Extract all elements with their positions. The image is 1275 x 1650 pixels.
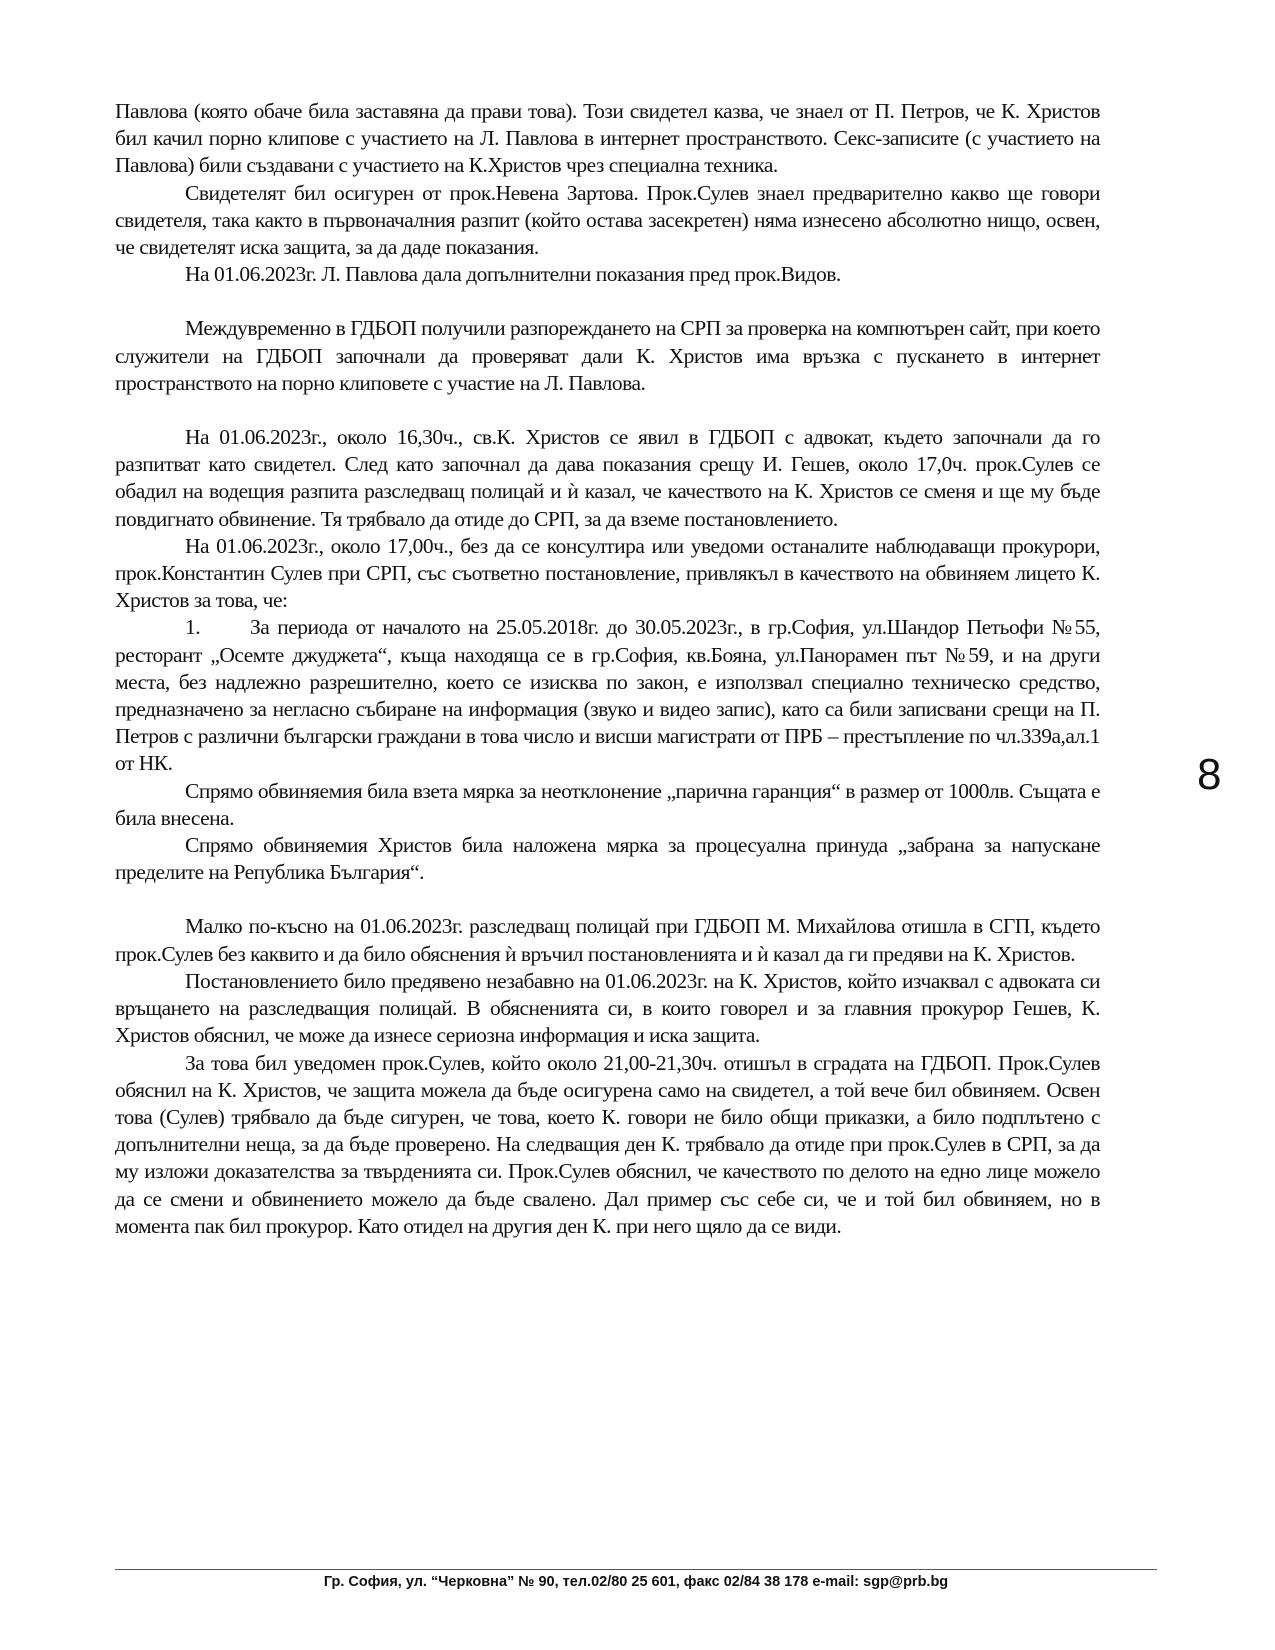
- paragraph: На 01.06.2023г. Л. Павлова дала допълнителни показания пред прок.Видов.: [185, 262, 841, 287]
- footer-divider: [115, 1569, 1157, 1570]
- paragraph: На 01.06.2023г., около 16,30ч., св.К. Христов се явил в ГДБОП с адвокат, където започнали да го разпитват като свидетел. След като започнал да дава показания срещу И. Гешев, около 17,0ч. прок.Сулев се обадил на водещия разпита разследващ полицай и ѝ казал, че качеството на К. Христов се сменя и ще му бъде повдигнато обвинение. Тя трябвало да отиде до СРП, за да вземе постановлението.: [115, 425, 1100, 531]
- paragraph: За това бил уведомен прок.Сулев, който около 21,00-21,30ч. отишъл в сградата на ГДБОП. Прок.Сулев обяснил на К. Христов, че защита можела да бъде осигурена само на свидетел, а той вече бил обвиняем. Освен това (Сулев) трябвало да бъде сигурен, че това, което К. говори не било общи приказки, а било подплътено с допълнителни неща, за да бъде проверено. На следващия ден К. трябвало да отиде при прок.Сулев в СРП, за да му изложи доказателства за твърденията си. Прок.Сулев обяснил, че качеството по делото на едно лице можело да се смени и обвинението можело да бъде свалено. Дал пример със себе си, че и той бил обвиняем, но в момента пак бил прокурор. Като отидел на другия ден К. при него щяло да се види.: [115, 1050, 1100, 1238]
- paragraph: На 01.06.2023г., около 17,00ч., без да се консултира или уведоми останалите наблюдаващи прокурори, прок.Константин Сулев при СРП, със съответно постановление, привлякъл в качеството на обвиняем лицето К. Христов за това, че:: [115, 533, 1100, 613]
- paragraph: Малко по-късно на 01.06.2023г. разследващ полицай при ГДБОП М. Михайлова отишла в СГП, където прок.Сулев без каквито и да било обяснения ѝ връчил постановленията и ѝ казал да ги предяви на К. Христов.: [115, 914, 1100, 966]
- paragraph: Спрямо обвиняемия била взета мярка за неотклонение „парична гаранция“ в размер от 1000лв. Същата е била внесена.: [115, 778, 1100, 830]
- list-item-text: За периода от началото на 25.05.2018г. до 30.05.2023г., в гр.София, ул.Шандор Петьофи №55, ресторант „Осемте джуджета“, къща находяща се в гр.София, кв.Бояна, ул.Панорамен път №59, и на други места, без надлежно разрешително, което се изисква по закон, е използвал специално техническо средство, предназначено за негласно събиране на информация (звуко и видео запис), като са били записвани срещи на П. Петров с различни български граждани в това число и висши магистрати от ПРБ – престъпление по чл.339а,ал.1 от НК.: [115, 615, 1100, 776]
- paragraph: Свидетелят бил осигурен от прок.Невена Зартова. Прок.Сулев знаел предварително какво ще говори свидетеля, така както в първоначалния разпит (който остава засекретен) няма изнесено абсолютно нищо, освен, че свидетелят иска защита, за да даде показания.: [115, 180, 1100, 260]
- paragraph: Постановлението било предявено незабавно на 01.06.2023г. на К. Христов, който изчаквал с адвоката си връщането на разследващия полицай. В обясненията си, в които говорел и за главния прокурор Гешев, К. Христов обяснил, че може да изнесе сериозна информация и иска защита.: [115, 968, 1100, 1048]
- numbered-paragraph: [115, 614, 1100, 777]
- footer-address: Гр. София, ул. “Черковна” № 90, тел.02/80 25 601, факс 02/84 38 178 e-mail: sgp@prb.bg: [323, 1574, 949, 1590]
- document-body: [115, 98, 1100, 1240]
- paragraph: Междувременно в ГДБОП получили разпореждането на СРП за проверка на компютърен сайт, при което служители на ГДБОП започнали да проверяват дали К. Христов има връзка с пускането в интернет пространството на порно клиповете с участие на Л. Павлова.: [115, 316, 1100, 395]
- paragraph-continuation: Павлова (която обаче била заставяна да прави това). Този свидетел казва, че знаел от П. Петров, че К. Христов бил качил порно клипове с участието на Л. Павлова в интернет пространството. Секс-записите (с участието на Павлова) били създавани с участието на К.Христов чрез специална техника.: [115, 99, 1100, 178]
- paragraph: Спрямо обвиняемия Христов била наложена мярка за процесуална принуда „забрана за напускане пределите на Република България“.: [115, 833, 1100, 885]
- list-number: 1.: [185, 615, 201, 640]
- page-number: 8: [1197, 750, 1222, 799]
